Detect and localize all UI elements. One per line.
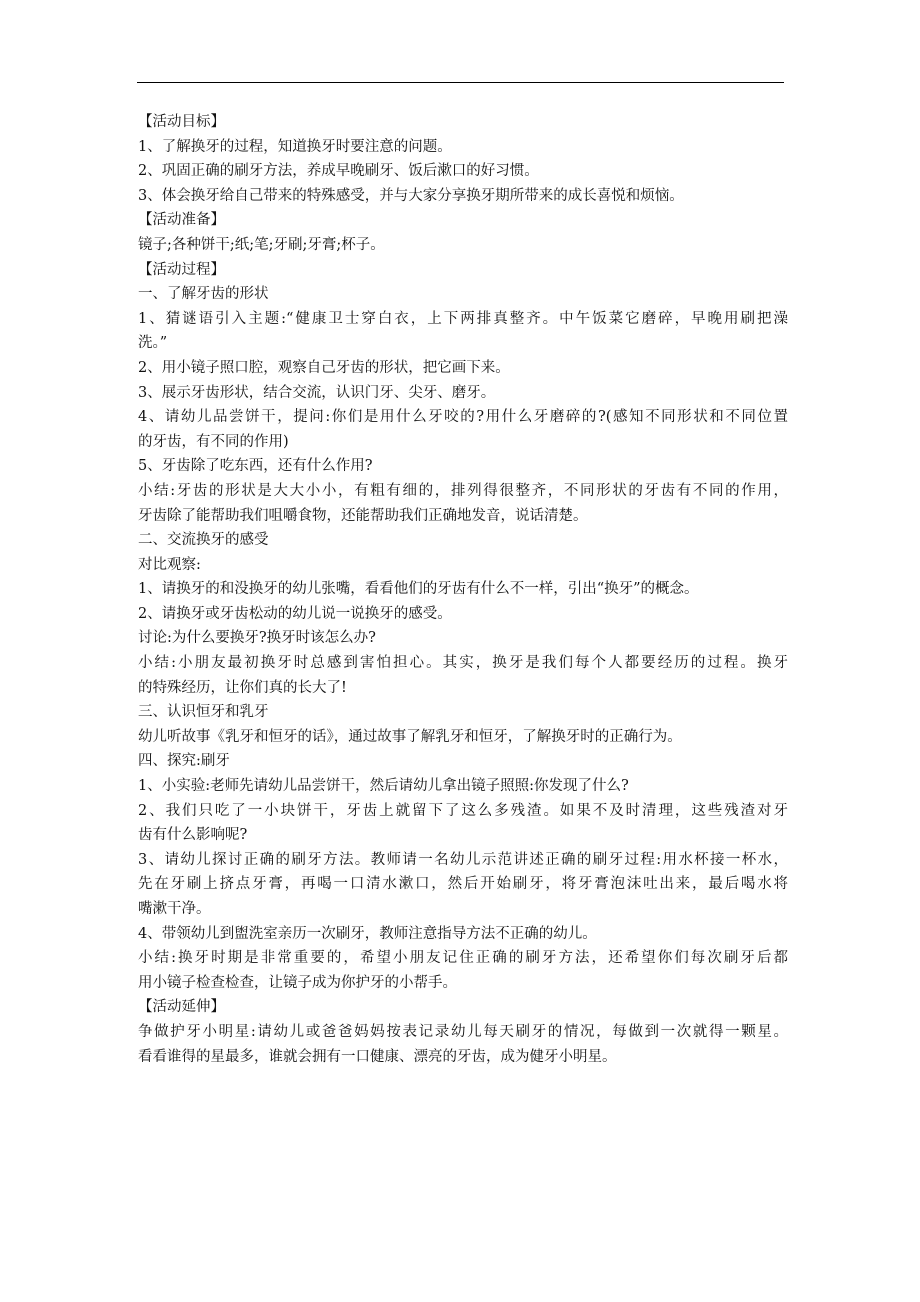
document-line: 牙齿除了能帮助我们咀嚼食物，还能帮助我们正确地发音，说话清楚。 [138, 507, 588, 524]
document-line: 2、用小镜子照口腔，观察自己牙齿的形状，把它画下来。 [138, 359, 510, 376]
document-line: 的特殊经历，让你们真的长大了! [138, 679, 347, 696]
document-line: 【活动目标】 [138, 114, 225, 130]
document-line: 【活动延伸】 [138, 999, 225, 1016]
document-line: 3、请幼儿探讨正确的刷牙方法。教师请一名幼儿示范讲述正确的刷牙过程:用水杯接一杯水， [138, 851, 788, 868]
document-line: 3、展示牙齿形状，结合交流，认识门牙、尖牙、磨牙。 [138, 384, 496, 401]
document-line: 2、请换牙或牙齿松动的幼儿说一说换牙的感受。 [138, 605, 452, 622]
document-line: 先在牙刷上挤点牙膏，再喝一口清水漱口，然后开始刷牙，将牙膏泡沫吐出来，最后喝水将 [138, 876, 788, 893]
document-line: 1、请换牙的和没换牙的幼儿张嘴，看看他们的牙齿有什么不一样，引出“换牙”的概念。 [138, 581, 699, 598]
document-line: 二、交流换牙的感受 [138, 532, 269, 549]
document-line: 四、探究:刷牙 [138, 753, 230, 770]
document-line: 小结:牙齿的形状是大大小小，有粗有细的，排列得很整齐，不同形状的牙齿有不同的作用， [138, 482, 788, 499]
document-line: 1、小实验:老师先请幼儿品尝饼干，然后请幼儿拿出镜子照照:你发现了什么? [138, 778, 629, 795]
document-line: 洗。” [138, 335, 168, 352]
document-line: 镜子;各种饼干;纸;笔;牙刷;牙膏;杯子。 [138, 236, 385, 253]
document-line: 看看谁得的星最多，谁就会拥有一口健康、漂亮的牙齿，成为健牙小明星。 [138, 1048, 617, 1065]
document-line: 争做护牙小明星:请幼儿或爸爸妈妈按表记录幼儿每天刷牙的情况，每做到一次就得一颗星。 [138, 1023, 788, 1040]
header-rule [137, 82, 784, 83]
document-line: 5、牙齿除了吃东西，还有什么作用? [138, 458, 373, 475]
document-line: 2、我们只吃了一小块饼干，牙齿上就留下了这么多残渣。如果不及时清理，这些残渣对牙 [138, 802, 788, 819]
document-line: 三、认识恒牙和乳牙 [138, 704, 269, 721]
document-line: 小结:换牙时期是非常重要的，希望小朋友记住正确的刷牙方法，还希望你们每次刷牙后都 [138, 950, 788, 967]
document-line: 4、请幼儿品尝饼干，提问:你们是用什么牙咬的?用什么牙磨碎的?(感知不同形状和不同位置 [138, 409, 788, 426]
document-line: 用小镜子检查检查，让镜子成为你护牙的小帮手。 [138, 974, 457, 991]
document-line: 小结:小朋友最初换牙时总感到害怕担心。其实，换牙是我们每个人都要经历的过程。换牙 [138, 655, 788, 672]
document-line: 幼儿听故事《乳牙和恒牙的话》，通过故事了解乳牙和恒牙，了解换牙时的正确行为。 [138, 728, 682, 745]
document-line: 1、了解换牙的过程，知道换牙时要注意的问题。 [138, 138, 452, 155]
document-line: 讨论:为什么要换牙?换牙时该怎么办? [138, 630, 376, 647]
document-line: 4、带领幼儿到盥洗室亲历一次刷牙，教师注意指导方法不正确的幼儿。 [138, 925, 597, 942]
document-line: 的牙齿，有不同的作用) [138, 433, 289, 450]
document-line: 嘴漱干净。 [138, 901, 211, 917]
document-body [138, 110, 798, 1069]
document-line: 【活动准备】 [138, 212, 225, 229]
document-line: 对比观察: [138, 556, 201, 573]
document-line: 一、了解牙齿的形状 [138, 286, 269, 303]
document-line: 齿有什么影响呢? [138, 827, 248, 844]
document-line: 【活动过程】 [138, 261, 225, 278]
document-line: 1、猜谜语引入主题:“健康卫士穿白衣，上下两排真整齐。中午饭菜它磨碎，早晚用刷把澡 [138, 310, 788, 327]
document-line: 2、巩固正确的刷牙方法，养成早晚刷牙、饭后漱口的好习惯。 [138, 163, 539, 180]
document-line: 3、体会换牙给自己带来的特殊感受，并与大家分享换牙期所带来的成长喜悦和烦恼。 [138, 187, 684, 204]
